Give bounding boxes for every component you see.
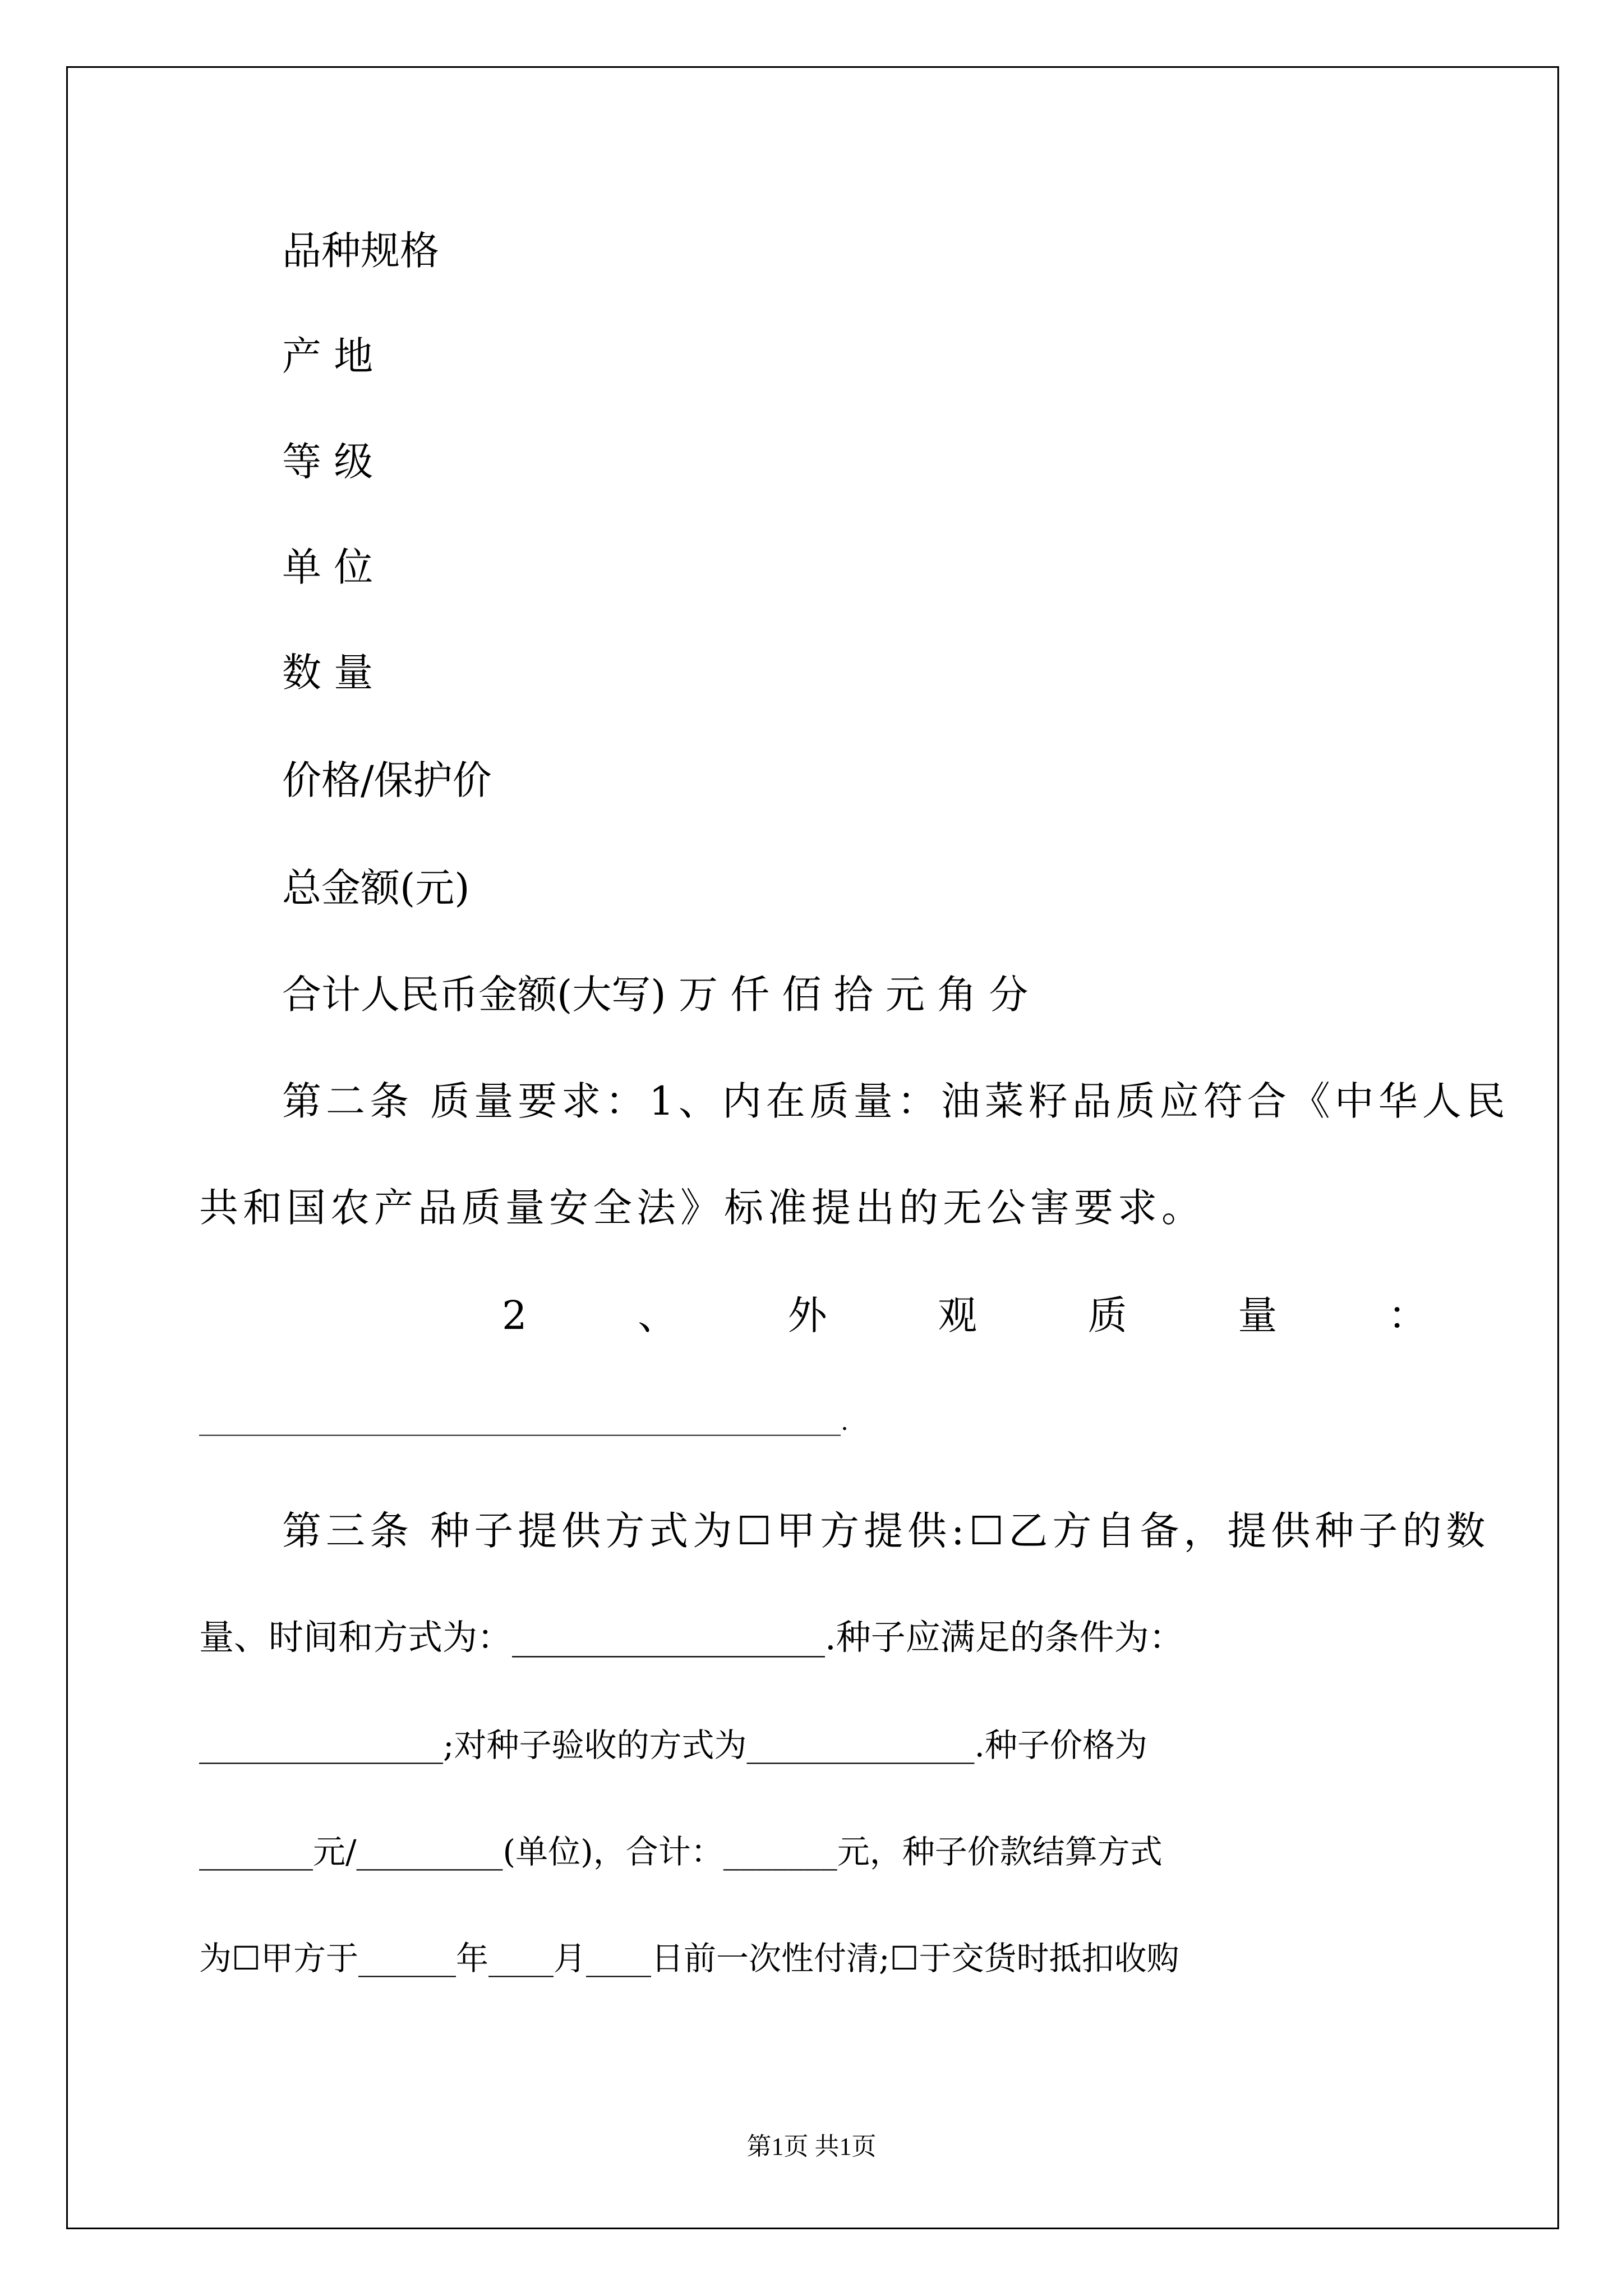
spread-char: 2 [502,1292,527,1338]
spread-char: 质 [1087,1292,1127,1338]
field-price: 价格/保护价 [282,757,492,803]
article-2-line-4: ____________________________________________________. [199,1407,849,1436]
article-3-line-3: _______________;对种子验收的方式为______________.种子价格为 [199,1726,1147,1764]
spread-char: 观 [938,1292,978,1338]
field-total-rmb: 合计人民币金额(大写) 万 仟 佰 拾 元 角 分 [282,972,1029,1018]
field-grade: 等 级 [282,439,374,485]
page-footer: 第1页 共1页 [746,2133,877,2160]
spread-char: 、 [638,1292,677,1338]
field-total: 总金额(元) [282,865,470,911]
field-spec: 品种规格 [282,228,439,274]
page-border [66,66,1559,2229]
article-3-line-1: 第三条 种子提供方式为☐甲方提供:☐乙方自备，提供种子的数 [282,1508,1490,1554]
field-origin: 产 地 [282,333,374,379]
article-2-line-1: 第二条 质量要求：1、内在质量：油菜籽品质应符合《中华人民 [282,1078,1510,1124]
spread-char: ： [1387,1292,1427,1338]
article-2-line-2: 共和国农产品质量安全法》标准提出的无公害要求。 [199,1185,1205,1231]
field-unit: 单 位 [282,544,374,590]
article-3-line-5: 为☐甲方于______年____月____日前一次性付清;☐于交货时抵扣收购 [199,1939,1179,1977]
field-quantity: 数 量 [282,650,374,696]
spread-char: 量 [1238,1292,1278,1338]
article-2-line-3 [199,1292,1427,1338]
article-3-line-4: _______元/_________(单位)，合计：_______元，种子价款结算方式 [199,1833,1163,1871]
spread-char: 外 [787,1292,827,1338]
article-3-line-2: 量、时间和方式为：__________________.种子应满足的条件为： [199,1617,1184,1658]
